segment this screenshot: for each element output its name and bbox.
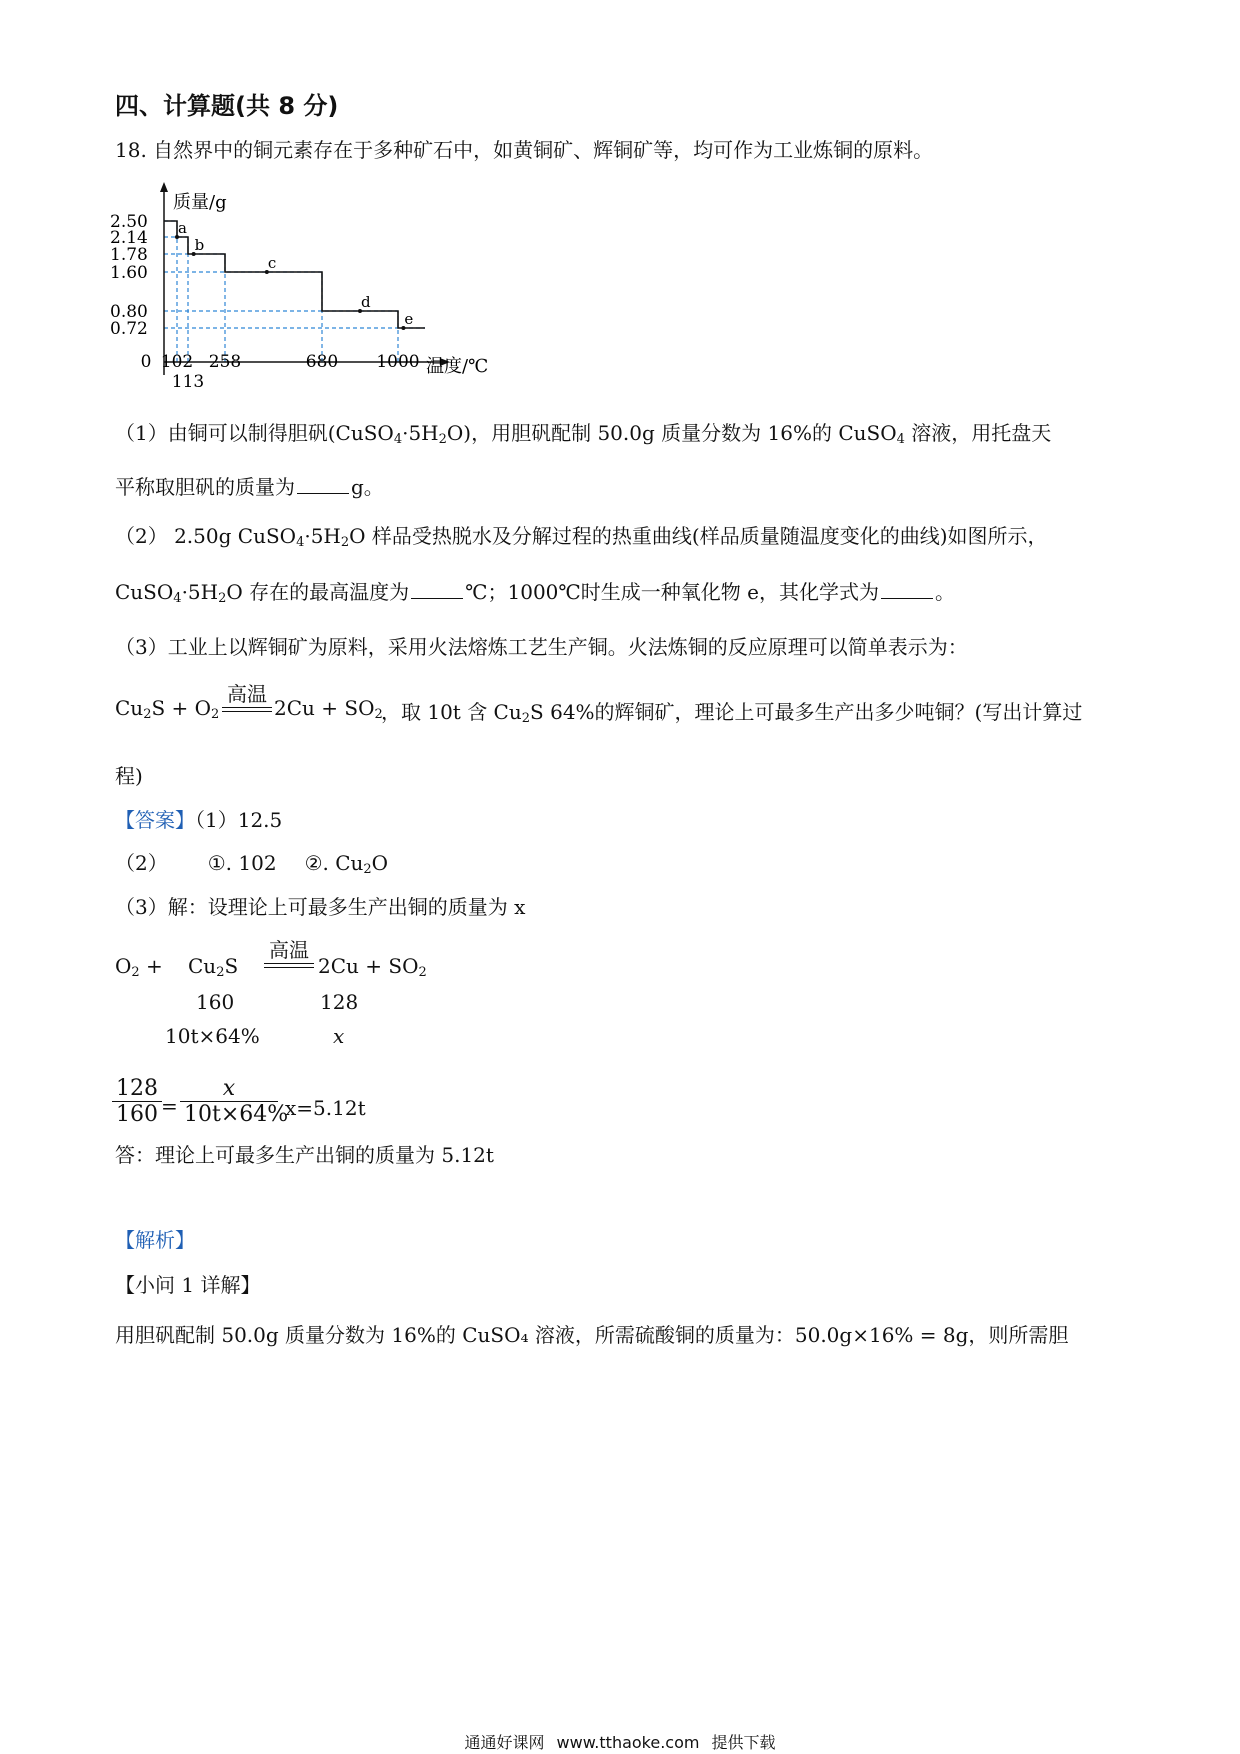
fraction-left: $\frac{128}{160}$ [112,1076,162,1127]
x-tick-label: 258 [208,352,242,372]
q3-equation-tail: ，取 10t 含 $Cu_2S$ 64%的辉铜矿，理论上可最多生产出多少吨铜？(写出计算过 [381,700,1083,726]
answer-blank[interactable] [297,475,349,494]
answer-blank[interactable] [411,580,463,599]
answer-blank[interactable] [881,580,933,599]
q1-line-1: （1）由铜可以制得胆矾$(CuSO_4\cdot 5H_2O)$，用胆矾配制 50.0g 质量分数为 16%的 CuSO$_4$ 溶液，用托盘天 [115,421,1052,447]
answer-line-1: 【答案】（1）12.5 [115,808,283,832]
section-title: 四、计算题(共 8 分) [115,92,339,120]
fraction-right: $\frac{x}{10t\times 64\%}$ [180,1076,278,1127]
footer-site: 通通好课网 [464,1733,545,1752]
x-axis-label: 温度/℃ [426,356,489,377]
x-tick-label: 680 [305,352,339,372]
point-label-d: d [361,293,371,311]
mass-right: x [333,1024,345,1048]
footer-url: www.tthaoke.com [556,1733,700,1752]
answer-eq-cu2s: $Cu_2S$ [188,954,239,980]
y-axis-label: 质量/g [173,192,227,213]
answer-eq-right: $2Cu + SO_2$ [318,954,427,980]
y-tick-label: 0.72 [110,319,148,339]
analysis-text: 用胆矾配制 50.0g 质量分数为 16%的 CuSO₄ 溶液，所需硫酸铜的质量为：50.0g×16% = 8g，则所需胆 [115,1323,1069,1347]
y-tick-label: 2.50 [110,212,148,232]
q1-line-2: 平称取胆矾的质量为 g。 [115,475,384,499]
thermogravimetric-chart [100,180,520,410]
x-tick-label: 102 [160,352,194,372]
y-tick-label: 1.78 [110,245,148,265]
chart-points [175,235,405,330]
molar-mass-right: 128 [320,990,359,1014]
answer-eq-o2: $O_2$ + [115,954,163,980]
x-tick-label: 1000 [376,352,420,372]
q3-equation-left: $Cu_2S + O_2$ [115,696,220,722]
page-footer [0,1730,1240,1753]
x-tick-label: 113 [171,372,205,392]
y-tick-label: 2.14 [110,228,148,248]
equals-sign: = [161,1094,178,1118]
footer-note: 提供下载 [711,1733,776,1752]
point-label-c: c [267,254,277,272]
q2-line-2: $CuSO_4\cdot 5H_2O$ 存在的最高温度为 ℃；1000℃时生成一种氧化物 e，其化学式为 。 [115,580,955,606]
reaction-condition: 高温 [222,678,272,712]
y-tick-label: 0.80 [110,302,148,322]
q2-line-1: （2） 2.50g $CuSO_4\cdot 5H_2O$ 样品受热脱水及分解过程的热重曲线(样品质量随温度变化的曲线)如图所示， [115,524,1048,550]
point-label-e: e [404,310,414,328]
answer-conclusion: 答：理论上可最多生产出铜的质量为 5.12t [115,1143,494,1167]
x-tick-label: 0 [140,352,152,372]
mass-left: 10t×64% [165,1024,260,1048]
question-18-intro: 18. 自然界中的铜元素存在于多种矿石中，如黄铜矿、辉铜矿等，均可作为工业炼铜的原料。 [115,138,934,162]
analysis-tag: 【解析】 [115,1228,195,1252]
answer-line-2: （2） ①. 102 ②. $Cu_2O$ [115,851,389,877]
answer-reaction-condition: 高温 [264,934,314,968]
y-axis-arrow [160,182,168,192]
point-label-b: b [194,236,205,254]
point-label-a: a [178,219,187,237]
analysis-subquestion-1: 【小问 1 详解】 [115,1273,261,1297]
answer-line-3: （3）解：设理论上可最多生产出铜的质量为 x [115,895,526,919]
answer-result: x=5.12t [285,1096,366,1120]
q3-line-1: （3）工业上以辉铜矿为原料，采用火法熔炼工艺生产铜。火法炼铜的反应原理可以简单表示为： [115,635,968,659]
chart-labels [110,212,420,392]
q3-equation-right: $2Cu + SO_2$ [274,696,383,722]
molar-mass-left: 160 [196,990,235,1014]
answer-tag: 【答案】 [115,808,195,832]
q3-line-3: 程) [115,764,143,788]
y-tick-label: 1.60 [110,263,148,283]
